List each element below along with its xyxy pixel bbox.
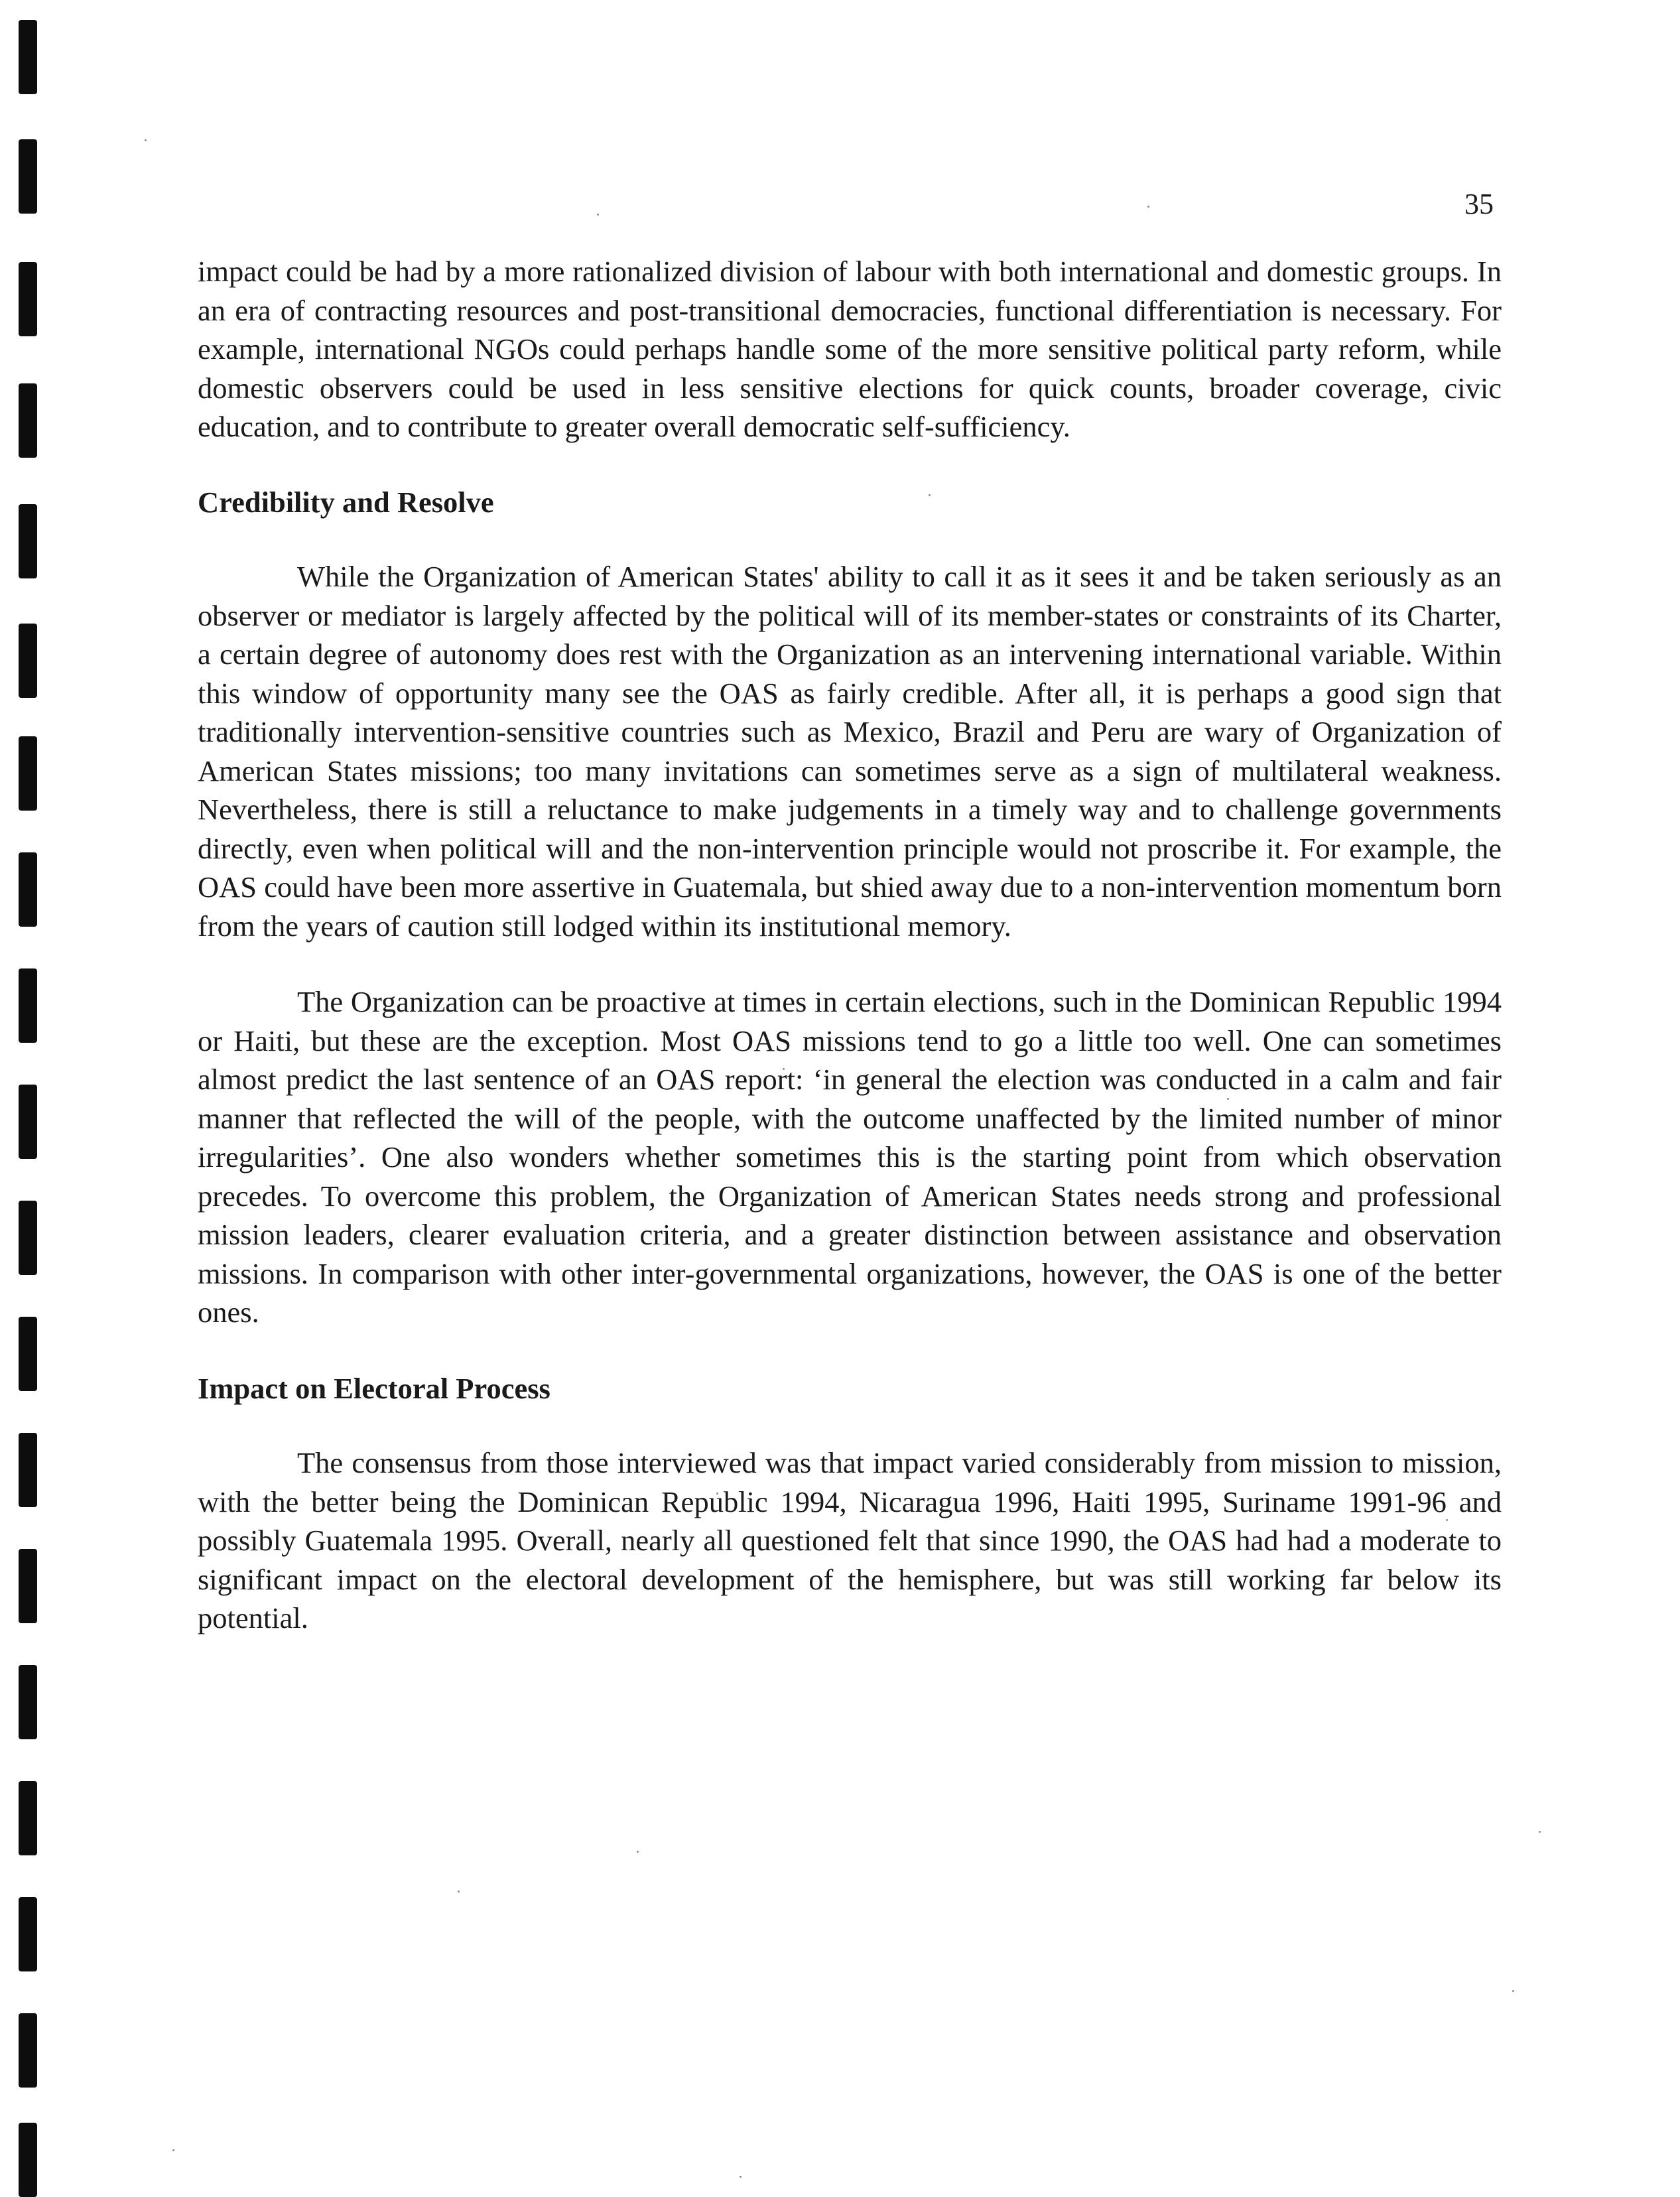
binding-hole [19,1085,37,1159]
paragraph-credibility: While the Organization of American States' ability to call it as it sees it and be taken seriously as an observer or mediator is largely affected by the political will of its member-states or constraints of its Charter, a certain degree of autonomy does rest with the Organization as an intervening international variable. Within this window of opportunity many see the OAS as fairly credible. After all, it is perhaps a good sign that traditionally intervention-sensitive countries such as Mexico, Brazil and Peru are wary of Organization of American States missions; too many invitations can sometimes serve as a sign of multilateral weakness. Nevertheless, there is still a reluctance to make judgements in a timely way and to challenge governments directly, even when political will and the non-intervention principle would not proscribe it. For example, the OAS could have been more assertive in Guatemala, but shied away due to a non-intervention momentum born from the years of caution still lodged within its institutional memory. [198,560,1502,943]
binding-hole [19,1549,37,1623]
scan-speck [458,1891,460,1893]
binding-hole [19,383,37,458]
scan-speck [1512,1990,1514,1992]
binding-hole [19,1897,37,1971]
binding-hole [19,736,37,811]
binding-hole [19,852,37,927]
binding-hole [19,2013,37,2088]
scan-speck [1147,206,1149,208]
paragraph-proactive: The Organization can be proactive at times in certain elections, such in the Dominican Republic 1994 or Haiti, but these are the exception. Most OAS missions tend to go a little too well. One can sometimes almost predict the last sentence of an OAS report: ‘in general the election was conducted in a calm and fair manner that reflected the will of the people, with the outcome unaffected by the limited number of minor irregularities’. One also wonders whether sometimes this is the starting point from which observation precedes. To overcome this problem, the Organization of American States needs strong and professional mission leaders, clearer evaluation criteria, and a greater distinction between assistance and observation missions. In comparison with other inter-governmental organizations, however, the OAS is one of the better ones. [198,985,1502,1329]
binding-hole [19,1781,37,1855]
binding-hole [19,20,37,94]
scan-speck [740,2176,742,2178]
scan-speck [145,139,147,141]
binding-hole [19,1433,37,1507]
scan-speck [172,2149,174,2151]
binding-hole [19,262,37,336]
binding-hole [19,1665,37,1739]
document-body [198,252,1502,1638]
scan-speck [637,1851,639,1853]
section-heading-impact: Impact on Electoral Process [198,1371,550,1405]
binding-hole [19,1317,37,1391]
section-heading-credibility: Credibility and Resolve [198,485,494,519]
paragraph-impact: The consensus from those interviewed was that impact varied considerably from mission to mission, with the better being the Dominican Republic 1994, Nicaragua 1996, Haiti 1995, Suriname 1991-96 and possibly Guatemala 1995. Overall, nearly all questioned felt that since 1990, the OAS had had a moderate to significant impact on the electoral development of the hemisphere, but was still working far below its potential. [198,1446,1502,1634]
binding-hole [19,504,37,578]
paragraph-continuation: impact could be had by a more rationalized division of labour with both international and domestic groups. In an era of contracting resources and post-transitional democracies, functional differentiation is necessary. For example, international NGOs could perhaps handle some of the more sensitive political party reform, while domestic observers could be used in less sensitive elections for quick counts, broader coverage, civic education, and to contribute to greater overall democratic self-sufficiency. [198,255,1502,443]
binding-hole [19,139,37,214]
binding-holes [0,0,53,2194]
binding-hole [19,2123,37,2197]
scan-speck [597,214,599,216]
page-number: 35 [1464,188,1494,220]
scan-speck [1539,1831,1541,1833]
binding-hole [19,1201,37,1275]
binding-hole [19,624,37,698]
binding-hole [19,968,37,1043]
